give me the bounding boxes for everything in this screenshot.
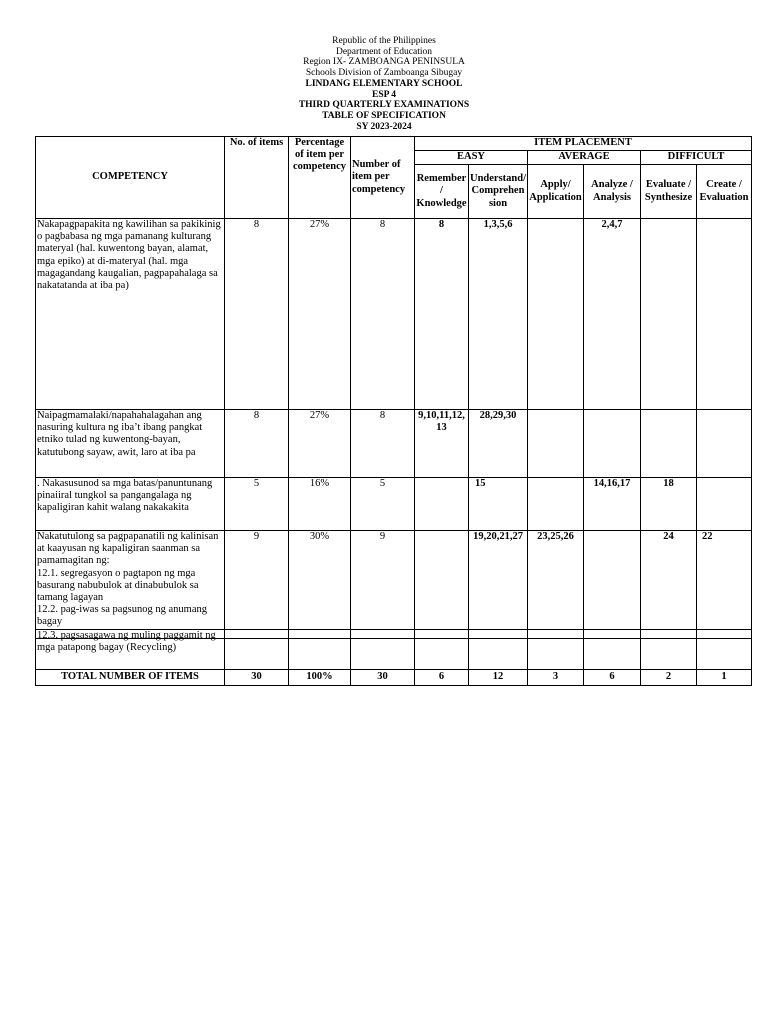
header-department: Department of Education: [335, 46, 433, 57]
items-cell: [225, 630, 289, 670]
number-cell: 9: [351, 531, 415, 639]
header-percentage: Percentage of item per competency: [289, 137, 351, 219]
table-row: [36, 478, 752, 531]
remember-cell: [415, 531, 469, 639]
create-cell: [697, 630, 752, 670]
percentage-cell: 30%: [289, 531, 351, 639]
analyze-cell: [584, 531, 641, 639]
header-competency: COMPETENCY: [36, 137, 225, 219]
understand-cell: 28,29,30: [469, 410, 528, 478]
create-cell: [697, 478, 752, 531]
number-cell: 5: [351, 478, 415, 531]
remember-cell: 9,10,11,12,13: [415, 410, 469, 478]
competency-cell: 12.3. pagsasagawa ng muling paggamit ng mga patapong bagay (Recycling): [36, 630, 225, 670]
total-number: 30: [351, 670, 415, 686]
evaluate-cell: [641, 410, 697, 478]
remember-cell: [415, 478, 469, 531]
header-evaluate: Evaluate / Synthesize: [641, 165, 697, 219]
competency-cell: Nakapagpapakita ng kawilihan sa pakikinig o pagbabasa ng mga pamanang kulturang materyal (hal. kuwentong bayan, alamat, mga epiko) at di-materyal (hal. mga magagandang kaugalian, pagpapahalaga sa nakatatanda at iba pa): [36, 219, 225, 410]
document-header: [0, 36, 768, 132]
header-doc-title: TABLE OF SPECIFICATION: [322, 110, 446, 121]
percentage-cell: 16%: [289, 478, 351, 531]
competency-cell: [36, 531, 225, 639]
total-analyze: 6: [584, 670, 641, 686]
remember-cell: [415, 630, 469, 670]
apply-cell: [528, 478, 584, 531]
table-row: [36, 630, 752, 670]
evaluate-cell: 24: [641, 531, 697, 639]
totals-row: [36, 670, 752, 686]
total-evaluate: 2: [641, 670, 697, 686]
apply-cell: [528, 410, 584, 478]
competency-sub-item: 12.2. pag-iwas sa pagsunog ng anumang bagay: [37, 604, 208, 628]
competency-sub-item: 12.1. segregasyon o pagtapon ng mga basurang nabubulok at dinabubulok sa tamang lagayan: [37, 567, 199, 604]
header-item-placement: ITEM PLACEMENT: [415, 137, 752, 151]
percentage-cell: [289, 630, 351, 670]
analyze-cell: 2,4,7: [584, 219, 641, 410]
competency-main-text: Nakatutulong sa pagpapanatili ng kalinisan at kaayusan ng kapaligiran saanman sa pamamagitan ng:: [37, 531, 219, 567]
header-remember: Remember / Knowledge: [415, 165, 469, 219]
apply-cell: [528, 219, 584, 410]
table-row: [36, 410, 752, 478]
total-create: 1: [697, 670, 752, 686]
header-average: AVERAGE: [528, 151, 641, 165]
header-number-of-item: Number of item per competency: [351, 137, 415, 219]
competency-cell: Naipagmamalaki/napahahalagahan ang nasuring kultura ng iba’t ibang pangkat etniko tulad ng kuwentong-bayan, katutubong sayaw, awit, laro at iba pa: [36, 410, 225, 478]
specification-table: [35, 136, 752, 639]
competency-cell: . Nakasusunod sa mga batas/panuntunang pinaiiral tungkol sa pangangalaga ng kapaligiran kahit walang nakakakita: [36, 478, 225, 531]
header-exam: THIRD QUARTERLY EXAMINATIONS: [298, 100, 470, 111]
create-cell: [697, 219, 752, 410]
remember-cell: 8: [415, 219, 469, 410]
understand-cell: 15: [469, 478, 528, 531]
total-percentage: 100%: [289, 670, 351, 686]
items-cell: 5: [225, 478, 289, 531]
items-cell: 9: [225, 531, 289, 639]
number-cell: [351, 630, 415, 670]
totals-label: TOTAL NUMBER OF ITEMS: [36, 670, 225, 686]
analyze-cell: [584, 630, 641, 670]
header-easy: EASY: [415, 151, 528, 165]
items-cell: 8: [225, 219, 289, 410]
items-cell: 8: [225, 410, 289, 478]
analyze-cell: 14,16,17: [584, 478, 641, 531]
understand-cell: [469, 630, 528, 670]
header-no-of-items: No. of items: [225, 137, 289, 219]
header-analyze: Analyze / Analysis: [584, 165, 641, 219]
analyze-cell: [584, 410, 641, 478]
apply-cell: [528, 630, 584, 670]
create-cell: 22: [697, 531, 752, 639]
total-apply: 3: [528, 670, 584, 686]
percentage-cell: 27%: [289, 410, 351, 478]
header-republic: Republic of the Philippines: [332, 36, 436, 46]
header-create: Create / Evaluation: [697, 165, 752, 219]
total-remember: 6: [415, 670, 469, 686]
header-difficult: DIFFICULT: [641, 151, 752, 165]
number-cell: 8: [351, 410, 415, 478]
header-school-year: SY 2023-2024: [356, 121, 412, 132]
header-apply: Apply/ Application: [528, 165, 584, 219]
table-row: [36, 531, 752, 639]
evaluate-cell: [641, 219, 697, 410]
header-division: Schools Division of Zamboanga Sibugay: [305, 68, 463, 79]
header-subject: ESP 4: [371, 89, 397, 100]
understand-cell: 1,3,5,6: [469, 219, 528, 410]
create-cell: [697, 410, 752, 478]
header-school: LINDANG ELEMENTARY SCHOOL: [305, 78, 463, 89]
header-understand: Understand/ Comprehension: [469, 165, 528, 219]
number-cell: 8: [351, 219, 415, 410]
understand-cell: 19,20,21,27: [469, 531, 528, 639]
table-row: [36, 219, 752, 410]
specification-table-continued: [35, 629, 752, 686]
total-items: 30: [225, 670, 289, 686]
header-region: Region IX- ZAMBOANGA PENINSULA: [303, 57, 465, 68]
evaluate-cell: 18: [641, 478, 697, 531]
evaluate-cell: [641, 630, 697, 670]
percentage-cell: 27%: [289, 219, 351, 410]
apply-cell: 23,25,26: [528, 531, 584, 639]
total-understand: 12: [469, 670, 528, 686]
